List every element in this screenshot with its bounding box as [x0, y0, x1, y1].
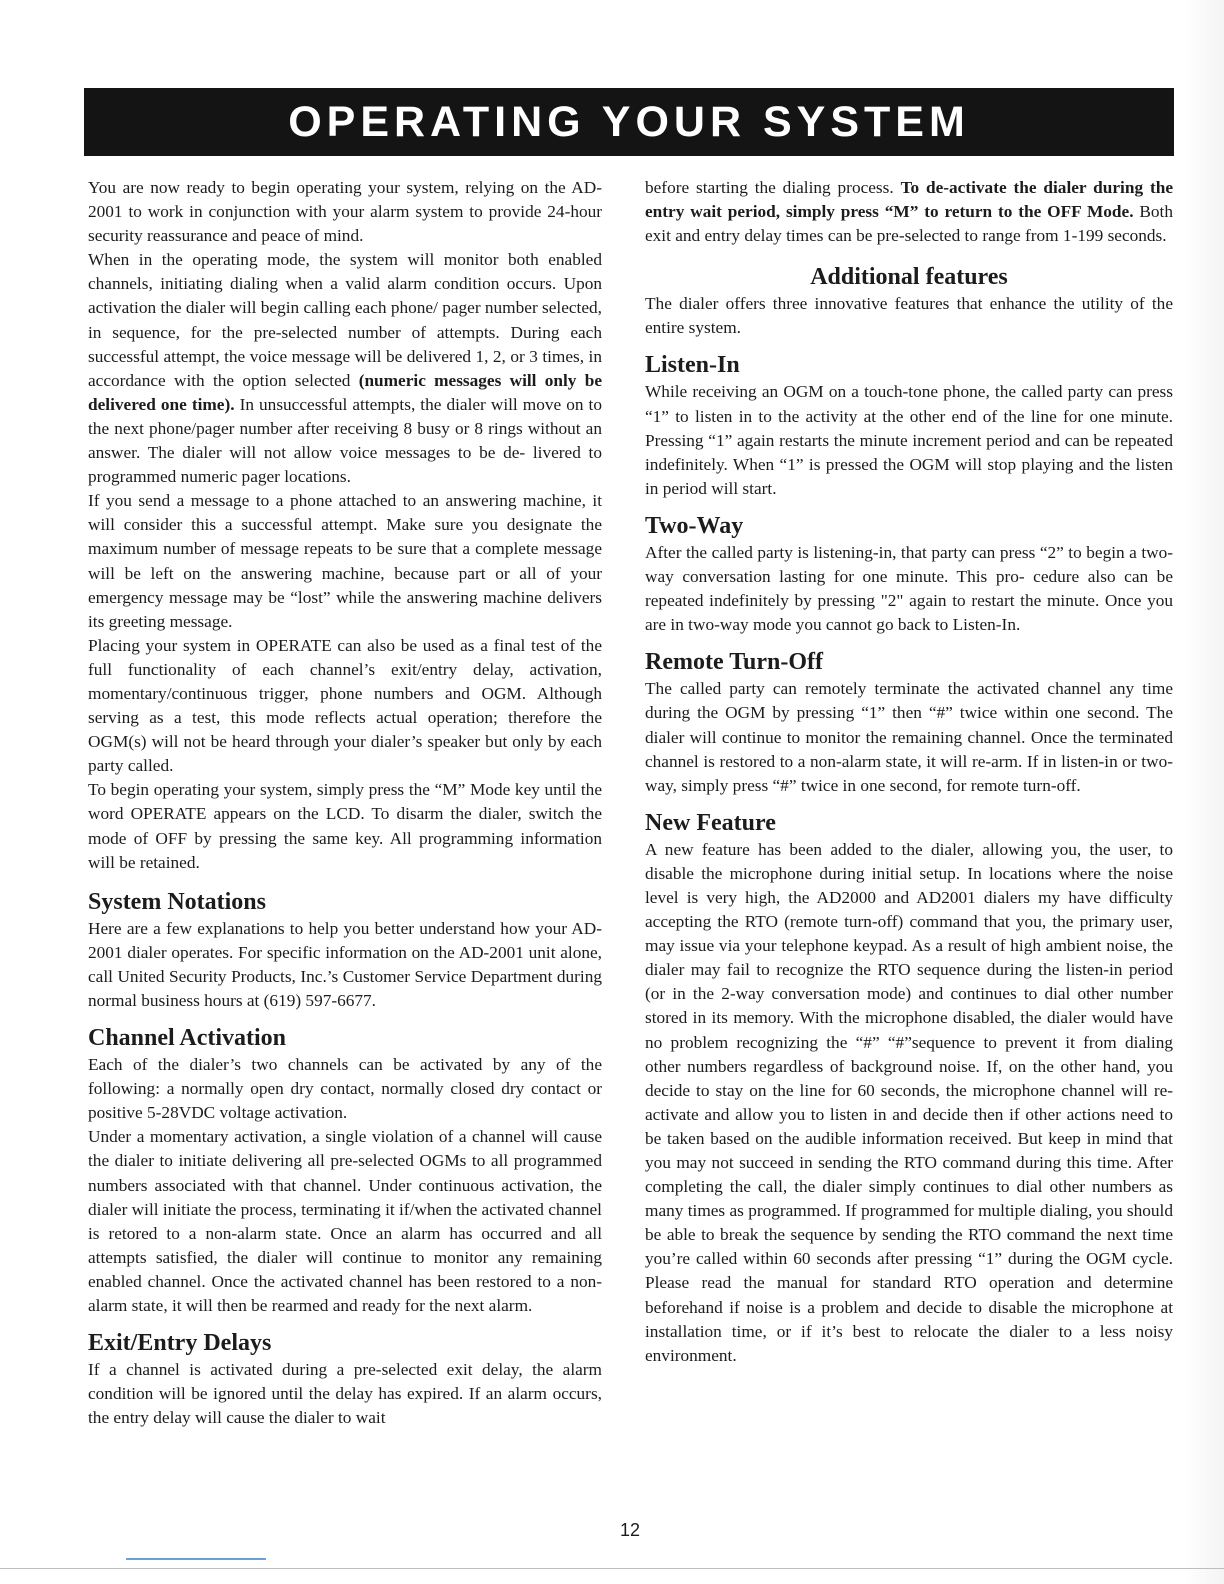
- bottom-blue-mark: [126, 1558, 266, 1560]
- listen-in-heading: Listen-In: [645, 352, 740, 379]
- additional-features-heading: Additional features: [810, 264, 1008, 291]
- scan-edge-shadow: [1184, 0, 1224, 1584]
- two-way-text: After the called party is listening-in, that party can press “2” to begin a two-way conversation lasting for one minute. This pro- cedure also can be repeated indefinitely by pressing "2" again to restart the minute. Once you are in two-way mode you cannot go back to Listen-In.: [645, 542, 1173, 635]
- exit-entry-heading: Exit/Entry Delays: [88, 1330, 272, 1357]
- right-column: [645, 176, 1173, 1368]
- new-feature-heading: New Feature: [645, 809, 776, 836]
- intro-text-a: When in the operating mode, the system will monitor both enabled channels, initiating dialing when a valid alarm condition occurs. Upon activation the dialer will begin calling each phone/ pager number selected, in sequence, for the pre-selected number of attempts. During each successful attempt, the voice message will be delivered 1, 2, or 3 times, in accordance with the option selected: [88, 250, 602, 390]
- left-column: [88, 176, 602, 1430]
- entry-delay-continued: [645, 176, 1173, 248]
- listen-in-text: While receiving an OGM on a touch-tone phone, the called party can press “1” to listen in to the activity at the other end of the line for one minute. Pressing “1” again restarts the minute increment period and can be repeated indefinitely. When “1” is pressed the OGM will stop playing and the listen in period will start.: [645, 382, 1173, 498]
- intro-bold-note: (numeric messages will only be delivered one time).: [88, 370, 602, 414]
- continued-text-b: Both exit and entry delay times can be pre-selected to range from 1-199 seconds.: [645, 202, 1173, 246]
- intro-paragraph-1: You are now ready to begin operating your system, relying on the AD-2001 to work in conjunction with your alarm system to provide 24-hour security reassurance and peace of mind.: [88, 178, 602, 246]
- intro-paragraph-2: [88, 248, 602, 489]
- page-title: OPERATING YOUR SYSTEM: [288, 97, 970, 146]
- remote-turn-off-text: The called party can remotely terminate the activated channel any time during the OGM by pressing “1” then “#” twice within one second. The dialer will continue to monitor the remaining channel. Once the terminated channel is restored to a non-alarm state, it will re-arm. If in listen-in or two-way, simply press “#” twice in one second, for remote turn-off.: [645, 679, 1173, 795]
- begin-operating-paragraph: To begin operating your system, simply press the “M” Mode key until the word OPERATE appears on the LCD. To disarm the dialer, switch the mode of OFF by pressing the same key. All programming information will be retained.: [88, 780, 602, 872]
- channel-activation-text-1: Each of the dialer’s two channels can be activated by any of the following: a normally open dry contact, normally closed dry contact or positive 5-28VDC voltage activation.: [88, 1055, 602, 1123]
- intro-text-b: In unsuccessful attempts, the dialer will move on to the next phone/pager number after receiving 8 busy or 8 rings without an answer. The dialer will not allow voice messages to be de- livered to programmed numeric pager locations.: [88, 394, 602, 487]
- two-way-heading: Two-Way: [645, 512, 744, 539]
- answering-machine-paragraph: If you send a message to a phone attached to an answering machine, it will consider this a successful attempt. Make sure you designate the maximum number of message repeats to be sure that a complete message will be left on the answering machine, because part or all of your emergency message may be “lost” while the answering machine delivers its greeting message.: [88, 491, 602, 631]
- channel-activation-heading: Channel Activation: [88, 1025, 287, 1052]
- continued-text-a: before starting the dialing process.: [645, 178, 901, 197]
- page-number: 12: [619, 1520, 641, 1540]
- system-notations-text: Here are a few explanations to help you better understand how your AD-2001 dialer operates. For specific information on the AD-2001 unit alone, call United Security Products, Inc.’s Customer Service Department during normal business hours at (619) 597-6677.: [88, 918, 602, 1010]
- operate-test-paragraph: Placing your system in OPERATE can also be used as a final test of the full functionality of each channel’s exit/entry delay, activation, momentary/continuous trigger, phone numbers and OGM. Although serving as a test, this mode reflects actual operation; therefore the OGM(s) will not be heard through your dialer’s speaker but only by each party called.: [88, 635, 602, 776]
- channel-activation-text-2: Under a momentary activation, a single violation of a channel will cause the dialer to initiate delivering all pre-selected OGMs to all programmed numbers associated with that channel. Under continuous activation, the dialer will initiate the process, terminating it if/when the activated channel is retored to a non-alarm state. Once an alarm has occurred and all attempts satisfied, the dialer will continue to monitor any remaining enabled channel. Once the activated channel has been restored to a non-alarm state, it will then be rearmed and ready for the next alarm.: [88, 1127, 602, 1316]
- system-notations-heading: System Notations: [88, 888, 266, 915]
- exit-entry-text: If a channel is activated during a pre-selected exit delay, the alarm condition will be ignored until the delay has expired. If an alarm occurs, the entry delay will cause the dialer to wait: [88, 1360, 602, 1428]
- new-feature-text: A new feature has been added to the dialer, allowing you, the user, to disable the microphone during initial setup. In locations where the noise level is very high, the AD2000 and AD2001 dialers my have difficulty accepting the RTO (remote turn-off) command that you, the primary user, may issue via your telephone keypad. As a result of high ambient noise, the dialer may fail to recognize the RTO sequence during the listen-in period (or in the 2-way conversation mode) and continues to dial other number stored in its memory. With the microphone disabled, the dialer would have no problem recognizing the “#” “#”sequence to prevent it from dialing other numbers regardless of background noise. If, on the other hand, you decide to stay on the line for 60 seconds, the microphone channel will re-activate and allow you to listen in and decide then if other actions need to be taken based on the audible information received. But keep in mind that you may not succeed in sending the RTO command during this time. After completing the call, the dialer simply continues to dial other numbers as many times as programmed. If programmed for multiple dialing, you should be able to break the sequence by sending the RTO command the next time you’re called within 60 seconds after pressing “1” during the OGM cycle. Please read the manual for standard RTO operation and determine beforehand if noise is a problem and decide to disable the microphone at installation time, or if it’s best to relocate the dialer to a less noisy environment.: [645, 839, 1173, 1365]
- bottom-rule: [0, 1568, 1224, 1569]
- remote-turn-off-heading: Remote Turn-Off: [645, 649, 823, 676]
- title-banner: [84, 88, 1174, 156]
- additional-features-text: The dialer offers three innovative features that enhance the utility of the entire system.: [645, 294, 1173, 338]
- continued-bold: To de-activate the dialer during the entry wait period, simply press “M” to return to the OFF Mode.: [645, 178, 1173, 222]
